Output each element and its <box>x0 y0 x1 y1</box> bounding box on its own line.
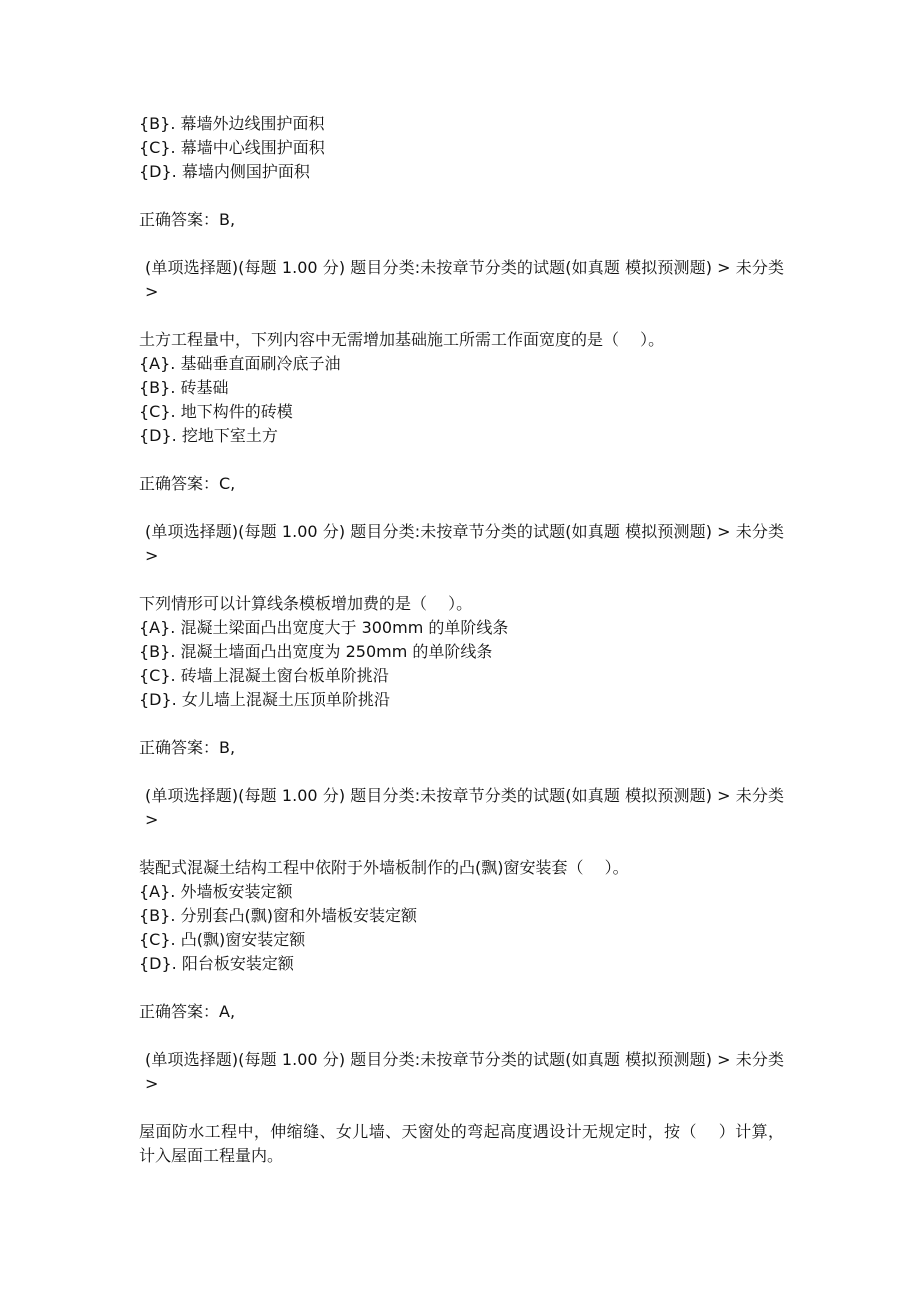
option-c: {C}. 砖墙上混凝土窗台板单阶挑沿 <box>139 666 389 685</box>
option-b: {B}. 砖基础 <box>139 378 229 397</box>
question-text: 下列情形可以计算线条模板增加费的是（ ）。 <box>139 594 473 613</box>
question-meta: (单项选择题)(每题 1.00 分) 题目分类:未按章节分类的试题(如真题 模拟预测题) > 未分类 > <box>145 786 784 829</box>
option-d: {D}. 阳台板安装定额 <box>139 954 294 973</box>
option-a: {A}. 基础垂直面刷冷底子油 <box>139 354 341 373</box>
correct-answer: 正确答案：C, <box>139 474 236 493</box>
question-meta: (单项选择题)(每题 1.00 分) 题目分类:未按章节分类的试题(如真题 模拟预测题) > 未分类 > <box>145 1050 784 1093</box>
option-b: {B}. 分别套凸(飘)窗和外墙板安装定额 <box>139 906 417 925</box>
correct-answer: 正确答案：B, <box>139 210 236 229</box>
option-b: {B}. 幕墙外边线围护面积 <box>139 114 325 133</box>
correct-answer: 正确答案：A, <box>139 1002 236 1021</box>
question-meta: (单项选择题)(每题 1.00 分) 题目分类:未按章节分类的试题(如真题 模拟预测题) > 未分类 > <box>145 258 784 301</box>
question-text: 土方工程量中，下列内容中无需增加基础施工所需工作面宽度的是（ ）。 <box>139 330 665 349</box>
option-a: {A}. 外墙板安装定额 <box>139 882 293 901</box>
question-text: 装配式混凝土结构工程中依附于外墙板制作的凸(飘)窗安装套（ ）。 <box>139 858 629 877</box>
option-c: {C}. 凸(飘)窗安装定额 <box>139 930 306 949</box>
option-a: {A}. 混凝土梁面凸出宽度大于 300mm 的单阶线条 <box>139 618 509 637</box>
option-b: {B}. 混凝土墙面凸出宽度为 250mm 的单阶线条 <box>139 642 493 661</box>
question-text: 屋面防水工程中，伸缩缝、女儿墙、天窗处的弯起高度遇设计无规定时，按（ ）计算，计入屋面工程量内。 <box>139 1122 784 1165</box>
document-content <box>139 112 784 1168</box>
option-c: {C}. 幕墙中心线围护面积 <box>139 138 325 157</box>
option-d: {D}. 挖地下室土方 <box>139 426 278 445</box>
option-c: {C}. 地下构件的砖模 <box>139 402 293 421</box>
option-d: {D}. 幕墙内侧国护面积 <box>139 162 310 181</box>
correct-answer: 正确答案：B, <box>139 738 236 757</box>
option-d: {D}. 女儿墙上混凝土压顶单阶挑沿 <box>139 690 390 709</box>
question-meta: (单项选择题)(每题 1.00 分) 题目分类:未按章节分类的试题(如真题 模拟预测题) > 未分类 > <box>145 522 784 565</box>
